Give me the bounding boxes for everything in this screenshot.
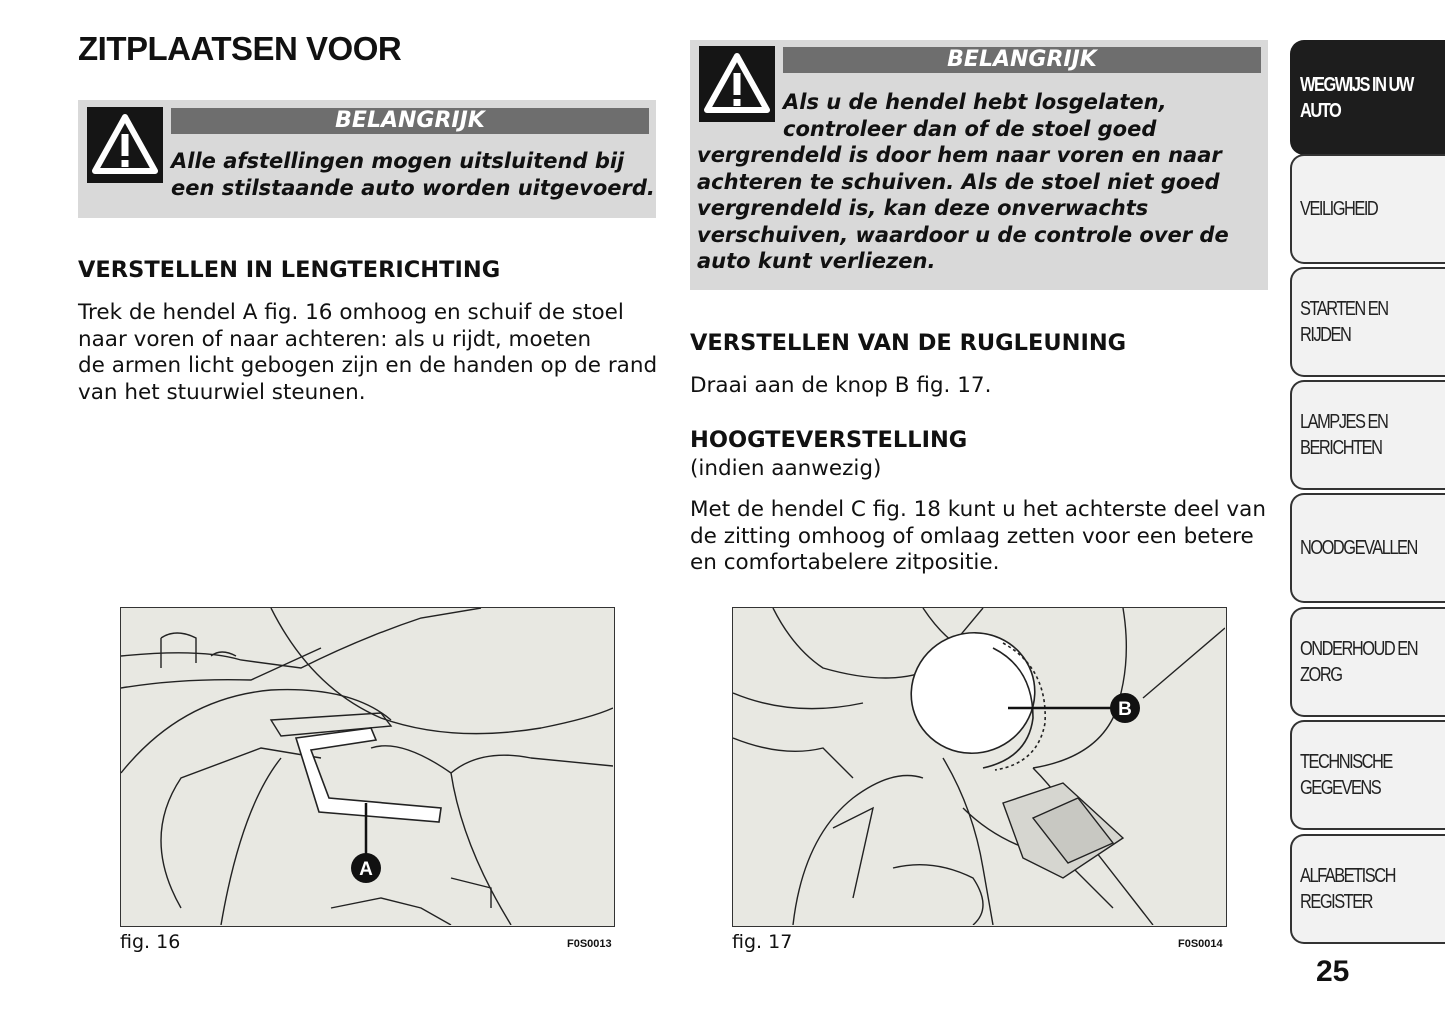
- body-line: naar voren of naar achteren: als u rijdt, moeten: [78, 326, 592, 352]
- warning-heading: BELANGRIJK: [783, 47, 1261, 73]
- warning-icon-box: [87, 107, 163, 183]
- warning-line: achteren te schuiven. Als de stoel niet goed: [697, 169, 1220, 194]
- section-heading-height: HOOGTEVERSTELLING: [690, 427, 968, 453]
- tab-label: ONDERHOUD EN ZORG: [1300, 638, 1418, 686]
- tab-technische-gegevens[interactable]: [1290, 720, 1445, 830]
- tab-onderhoud-en-zorg[interactable]: [1290, 607, 1445, 717]
- tab-lampjes-en-berichten[interactable]: [1290, 380, 1445, 490]
- section-body-height: [690, 497, 1266, 577]
- body-line: van het stuurwiel steunen.: [78, 379, 366, 405]
- warning-heading: BELANGRIJK: [171, 108, 649, 134]
- section-body-backrest: Draai aan de knop B fig. 17.: [690, 373, 992, 398]
- body-line: de zitting omhoog of omlaag zetten voor een betere: [690, 523, 1254, 549]
- body-line: de armen licht gebogen zijn en de handen op de rand: [78, 353, 658, 378]
- body-line: Met de hendel C fig. 18 kunt u het achterste deel van: [690, 497, 1266, 522]
- tab-label: LAMPJES EN BERICHTEN: [1300, 411, 1388, 459]
- warning-box-right: [690, 40, 1268, 290]
- warning-line: controleer dan of de stoel goed: [783, 116, 1157, 141]
- warning-box-left: [78, 100, 656, 218]
- seat-lever-illustration: [121, 608, 613, 925]
- figure-16-caption: fig. 16: [120, 931, 181, 953]
- warning-line: vergrendeld is, kan deze onverwachts: [697, 196, 1149, 220]
- body-line: Trek de hendel A fig. 16 omhoog en schuif de stoel: [78, 300, 624, 325]
- warning-line: auto kunt verliezen.: [697, 249, 936, 273]
- warning-icon-box: [699, 46, 775, 122]
- figure-17-caption: fig. 17: [732, 931, 793, 953]
- warning-triangle-icon: [699, 46, 775, 122]
- warning-line: Als u de hendel hebt losgelaten,: [783, 90, 1167, 114]
- callout-b-label: B: [1118, 699, 1132, 720]
- warning-line: een stilstaande auto worden uitgevoerd.: [171, 175, 655, 200]
- tab-label: NOODGEVALLEN: [1300, 537, 1417, 559]
- warning-triangle-icon: [87, 107, 163, 183]
- tab-veiligheid[interactable]: [1290, 154, 1445, 264]
- tab-starten-en-rijden[interactable]: [1290, 267, 1445, 377]
- figure-16-code: F0S0013: [567, 938, 612, 950]
- backrest-knob-illustration: [733, 608, 1225, 925]
- warning-line: Alle afstellingen mogen uitsluitend bij: [171, 149, 625, 173]
- section-heading-length: VERSTELLEN IN LENGTERICHTING: [78, 257, 501, 283]
- warning-line: vergrendeld is door hem naar voren en naar: [697, 143, 1222, 167]
- tab-label: VEILIGHEID: [1300, 198, 1378, 220]
- warning-line: verschuiven, waardoor u de controle over de: [697, 222, 1229, 247]
- callout-a-label: A: [359, 859, 373, 880]
- tab-label: STARTEN EN RIJDEN: [1300, 298, 1388, 346]
- section-subheading-height: (indien aanwezig): [690, 456, 882, 481]
- tab-label: WEGWIJS IN UW AUTO: [1300, 73, 1413, 122]
- tab-label: TECHNISCHE GEGEVENS: [1300, 751, 1392, 799]
- tab-noodgevallen[interactable]: [1290, 493, 1445, 603]
- tab-wegwijs-in-uw-auto[interactable]: [1290, 40, 1445, 155]
- figure-16-illustration: [120, 607, 615, 927]
- tab-label: ALFABETISCH REGISTER: [1300, 865, 1395, 913]
- figure-17-code: F0S0014: [1178, 938, 1223, 950]
- figure-17-illustration: [732, 607, 1227, 927]
- section-body-length: [78, 300, 657, 406]
- body-line: en comfortabelere zitpositie.: [690, 550, 1000, 575]
- section-heading-backrest: VERSTELLEN VAN DE RUGLEUNING: [690, 330, 1127, 356]
- page-title: ZITPLAATSEN VOOR: [78, 30, 402, 67]
- page-number: 25: [1316, 955, 1350, 988]
- tab-alfabetisch-register[interactable]: [1290, 834, 1445, 944]
